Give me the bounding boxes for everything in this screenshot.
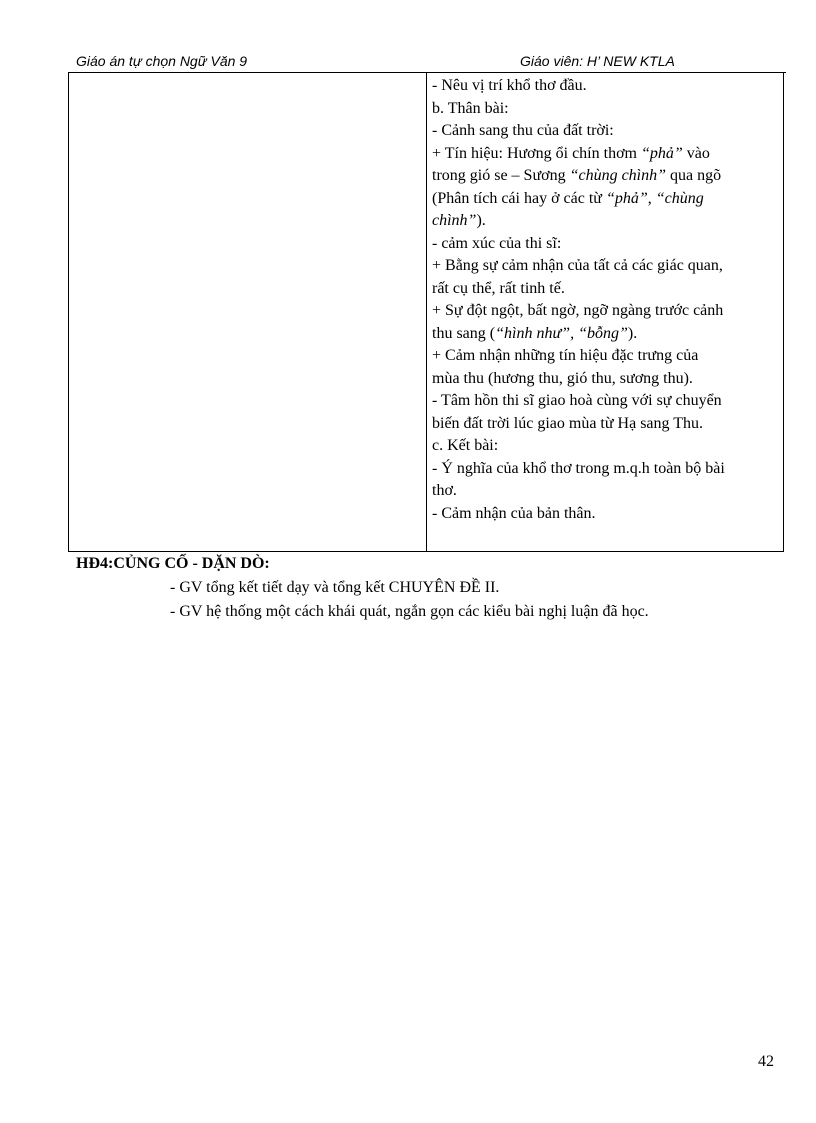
- text-segment: - Ý nghĩa của khổ thơ trong m.q.h toàn bộ bài: [432, 459, 725, 477]
- page-number: 42: [758, 1053, 774, 1070]
- italic-text: “chùng: [655, 189, 704, 207]
- header-course-title: Giáo án tự chọn Ngữ Văn 9: [76, 53, 248, 69]
- text-segment: ).: [627, 324, 638, 342]
- content-line: [432, 390, 780, 413]
- italic-text: “hình như”, “bỗng”: [495, 324, 628, 342]
- content-line: [432, 503, 780, 526]
- text-segment: b. Thân bài:: [432, 99, 509, 117]
- text-segment: qua ngõ: [666, 167, 722, 184]
- text-segment: ,: [647, 189, 656, 207]
- content-line: [432, 345, 780, 368]
- bullet-item: - GV tổng kết tiết dạy và tổng kết CHUYÊN ĐỀ II.: [170, 579, 500, 596]
- italic-text: chình”: [432, 212, 477, 229]
- italic-text: “chùng chình”: [569, 167, 667, 184]
- content-line: [432, 413, 780, 436]
- text-segment: + Tín hiệu: Hương ổi chín thơm: [432, 144, 641, 162]
- bullet-item: - GV hệ thống một cách khái quát, ngắn gọn các kiểu bài nghị luận đã học.: [170, 603, 649, 620]
- content-line: [432, 435, 780, 458]
- text-segment: c. Kết bài:: [432, 437, 499, 454]
- text-segment: - Cảm nhận của bản thân.: [432, 504, 596, 522]
- content-line: [432, 278, 780, 301]
- text-segment: - Nêu vị trí khổ thơ đầu.: [432, 77, 587, 94]
- section-heading: HĐ4:CỦNG CỐ - DẶN DÒ:: [76, 555, 270, 572]
- text-segment: - Tâm hồn thi sĩ giao hoà cùng với sự chuyển: [432, 392, 722, 409]
- text-segment: + Sự đột ngột, bất ngờ, ngỡ ngàng trước cảnh: [432, 302, 724, 319]
- content-line: [432, 165, 780, 188]
- section-bullets: [170, 576, 649, 624]
- italic-text: “phả”: [605, 189, 648, 207]
- content-line: [432, 75, 780, 98]
- table-left-column: [69, 73, 427, 551]
- text-segment: - cảm xúc của thi sĩ:: [432, 234, 562, 252]
- text-segment: thu sang (: [432, 324, 496, 342]
- content-line: [432, 143, 780, 166]
- content-line: [432, 255, 780, 278]
- text-segment: mùa thu (hương thu, gió thu, sương thu).: [432, 369, 693, 387]
- content-line: [432, 210, 780, 233]
- text-segment: + Bằng sự cảm nhận của tất cả các giác quan,: [432, 257, 723, 274]
- content-line: [432, 98, 780, 121]
- content-line: [432, 323, 780, 346]
- content-line: [432, 300, 780, 323]
- text-segment: rất cụ thể, rất tinh tế.: [432, 279, 565, 297]
- content-line: [432, 120, 780, 143]
- content-line: [432, 480, 780, 503]
- content-line: [432, 368, 780, 391]
- text-segment: trong gió se – Sương: [432, 167, 570, 184]
- header-teacher-name: Giáo viên: H’ NEW KTLA: [520, 53, 675, 69]
- table-right-column: [432, 75, 780, 525]
- text-segment: - Cảnh sang thu của đất trời:: [432, 122, 614, 139]
- content-line: [432, 188, 780, 211]
- text-segment: thơ.: [432, 482, 457, 499]
- text-segment: biến đất trời lúc giao mùa từ Hạ sang Thu.: [432, 414, 703, 432]
- italic-text: “phả”: [640, 144, 683, 162]
- text-segment: (Phân tích cái hay ở các từ: [432, 189, 606, 207]
- content-line: [432, 458, 780, 481]
- text-segment: vào: [682, 144, 710, 162]
- text-segment: + Cảm nhận những tín hiệu đặc trưng của: [432, 347, 699, 364]
- page-header: [74, 52, 786, 73]
- text-segment: ).: [476, 212, 486, 229]
- lesson-table: [68, 72, 784, 552]
- content-line: [432, 233, 780, 256]
